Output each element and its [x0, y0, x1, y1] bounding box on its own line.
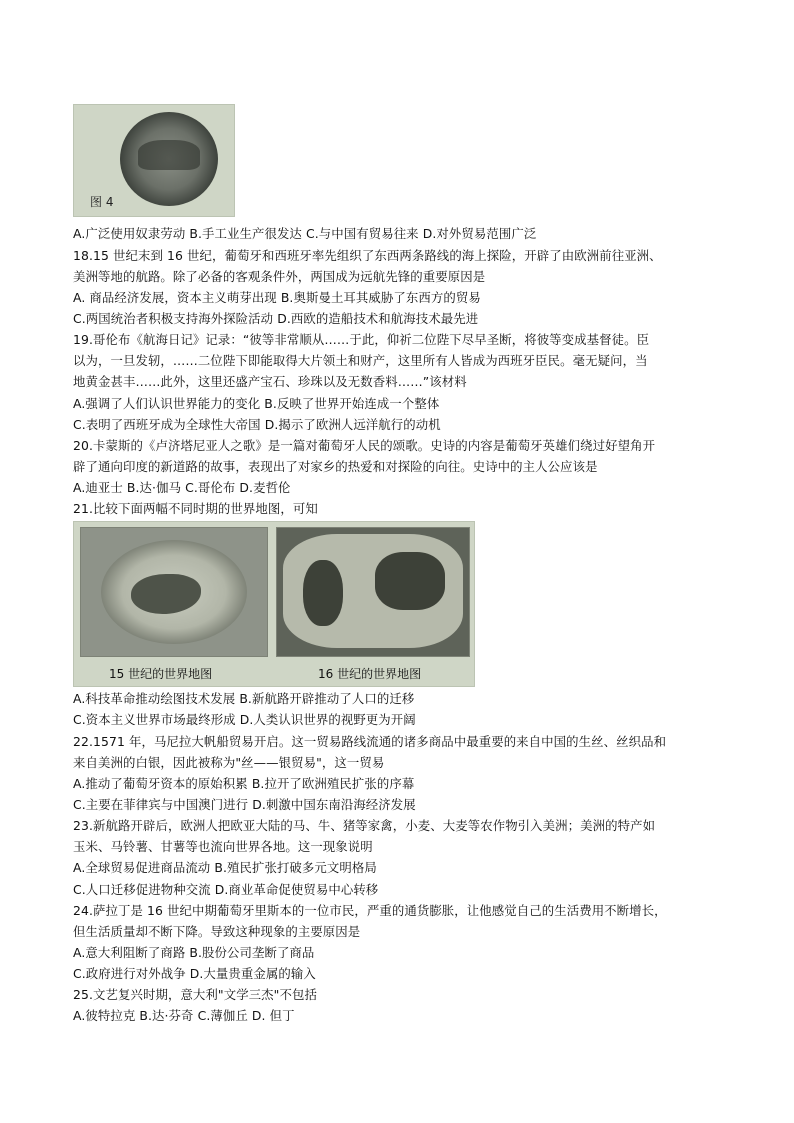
q22-option-ab: A.推动了葡萄牙资本的原始积累 B.拉开了欧洲殖民扩张的序幕	[73, 776, 415, 791]
q19-stem-line3: 地黄金甚丰……此外，这里还盛产宝石、珍珠以及无数香料……”该材料	[73, 374, 467, 389]
q19-option-cd: C.表明了西班牙成为全球性大帝国 D.揭示了欧洲人远洋航行的动机	[73, 417, 441, 432]
q24-stem-line2: 但生活质量却不断下降。导致这种现象的主要原因是	[73, 924, 361, 939]
q24-option-cd: C.政府进行对外战争 D.大量贵重金属的输入	[73, 966, 316, 981]
q18-stem-line1: 18.15 世纪末到 16 世纪，葡萄牙和西班牙率先组织了东西两条路线的海上探险，开辟了由欧洲前往亚洲、	[73, 248, 662, 263]
coin-picture	[120, 112, 218, 206]
q23-stem-line2: 玉米、马铃薯、甘薯等也流向世界各地。这一现象说明	[73, 839, 373, 854]
q18-option-cd: C.两国统治者积极支持海外探险活动 D.西欧的造船技术和航海技术最先进	[73, 311, 479, 326]
q18-option-ab: A. 商品经济发展，资本主义萌芽出现 B.奥斯曼土耳其威胁了东西方的贸易	[73, 290, 481, 305]
q22-stem-line2: 来自美洲的白银，因此被称为"丝——银贸易"，这一贸易	[73, 755, 385, 770]
q21-option-ab: A.科技革命推动绘图技术发展 B.新航路开辟推动了人口的迁移	[73, 691, 415, 706]
map-16th-century	[276, 527, 470, 657]
map-15th-century	[80, 527, 268, 657]
figure-4-coin-image	[73, 104, 235, 217]
q21-stem: 21.比较下面两幅不同时期的世界地图，可知	[73, 501, 318, 516]
q21-option-cd: C.资本主义世界市场最终形成 D.人类认识世界的视野更为开阔	[73, 712, 416, 727]
world-maps-figure	[73, 521, 475, 687]
q24-stem-line1: 24.萨拉丁是 16 世纪中期葡萄牙里斯本的一位市民，严重的通货膨胀，让他感觉自己的生活费用不断增长，	[73, 903, 667, 918]
q25-options: A.彼特拉克 B.达·芬奇 C.薄伽丘 D. 但丁	[73, 1008, 295, 1023]
q19-option-ab: A.强调了人们认识世界能力的变化 B.反映了世界开始连成一个整体	[73, 396, 440, 411]
q22-stem-line1: 22.1571 年，马尼拉大帆船贸易开启。这一贸易路线流通的诸多商品中最重要的来自中国的生丝、丝织品和	[73, 734, 667, 749]
q17-options: A.广泛使用奴隶劳动 B.手工业生产很发达 C.与中国有贸易往来 D.对外贸易范围广泛	[73, 226, 537, 241]
q20-options: A.迪亚士 B.达·伽马 C.哥伦布 D.麦哲伦	[73, 480, 291, 495]
q23-option-ab: A.全球贸易促进商品流动 B.殖民扩张打破多元文明格局	[73, 860, 377, 875]
q23-option-cd: C.人口迁移促进物种交流 D.商业革命促使贸易中心转移	[73, 882, 379, 897]
map-16th-caption: 16 世纪的世界地图	[318, 667, 422, 681]
q22-option-cd: C.主要在菲律宾与中国澳门进行 D.刺激中国东南沿海经济发展	[73, 797, 416, 812]
q24-option-ab: A.意大利阻断了商路 B.股份公司垄断了商品	[73, 945, 315, 960]
q23-stem-line1: 23.新航路开辟后，欧洲人把欧亚大陆的马、牛、猪等家禽，小麦、大麦等农作物引入美洲；美洲的特产如	[73, 818, 656, 833]
q20-stem-line1: 20.卡蒙斯的《卢济塔尼亚人之歌》是一篇对葡萄牙人民的颂歌。史诗的内容是葡萄牙英雄们绕过好望角开	[73, 438, 656, 453]
figure-4-caption: 图 4	[90, 195, 114, 209]
q20-stem-line2: 辟了通向印度的新道路的故事，表现出了对家乡的热爱和对探险的向往。史诗中的主人公应该是	[73, 459, 598, 474]
q19-stem-line2: 以为，一旦发轫，……二位陛下即能取得大片领土和财产，这里所有人皆成为西班牙臣民。毫无疑问，当	[73, 353, 648, 368]
q25-stem: 25.文艺复兴时期，意大利"文学三杰"不包括	[73, 987, 317, 1002]
map-15th-caption: 15 世纪的世界地图	[109, 667, 213, 681]
q19-stem-line1: 19.哥伦布《航海日记》记录：“彼等非常顺从……于此，仰祈二位陛下尽早圣断，将彼等变成基督徒。臣	[73, 332, 650, 347]
q18-stem-line2: 美洲等地的航路。除了必备的客观条件外，两国成为远航先锋的重要原因是	[73, 269, 486, 284]
